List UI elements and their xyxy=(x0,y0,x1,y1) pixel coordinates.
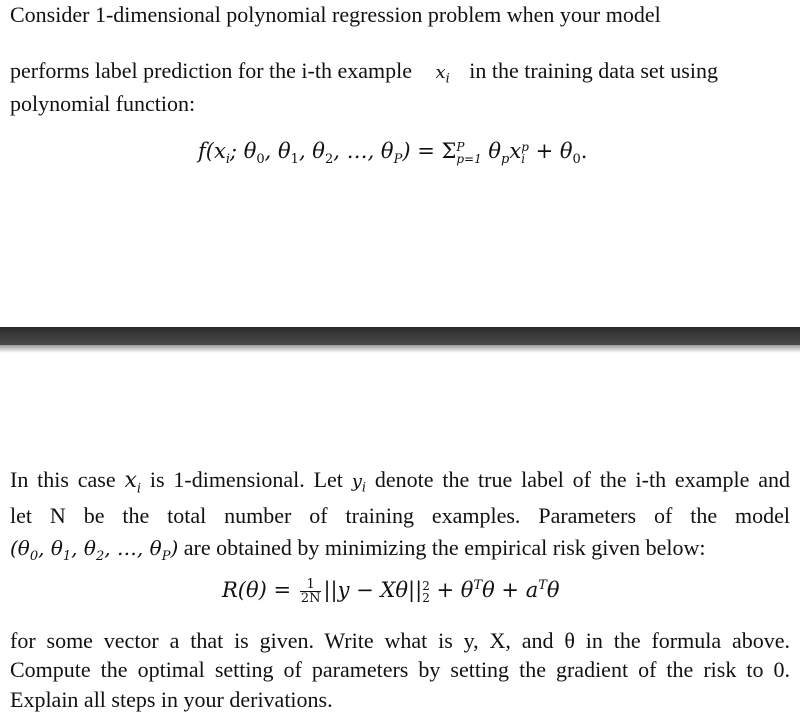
risk-fraction: $\frac{1}{2N}$ xyxy=(300,577,321,606)
polynomial-formula: $f(x_i$; $\theta_0$, $\theta_1$, $\theta_2$, …, $\theta_P) = \Sigma$ P p=1 $\theta_px$ p i + $\theta_0$. xyxy=(198,139,588,168)
intro-line-3: polynomial function: xyxy=(10,91,196,116)
intro-line-2-start: performs label prediction for the i-th example xyxy=(10,58,412,83)
section-divider-shadow xyxy=(0,345,800,353)
intro-line-2 xyxy=(10,58,718,86)
risk-formula: R(θ) = $\frac{1}{2N}$ ||y − Xθ|| 2 2 + $\theta^T\theta + a^T\theta$ xyxy=(222,577,560,606)
intro-line-1: Consider 1-dimensional polynomial regression problem when your model xyxy=(10,2,661,27)
detail-line-6: Explain all steps in your derivations. xyxy=(10,687,333,712)
intro-line-2-end: in the training data set using xyxy=(469,58,718,83)
detail-line-1: In this case $x_i$ is 1-dimensional. Let $y_i$ denote the true label of the i-th example and xyxy=(10,467,791,497)
example-variable: $x_i$ xyxy=(435,62,450,87)
detail-line-4: for some vector a that is given. Write what is y, X, and θ in the formula above. xyxy=(10,628,790,653)
detail-line-3: ($\theta_0$, $\theta_1$, $\theta_2$, …, $\theta_P$) are obtained by minimizing the empirical risk given below: xyxy=(10,535,706,564)
detail-line-2: let N be the total number of training examples. Parameters of the model xyxy=(10,503,790,528)
section-divider xyxy=(0,327,800,345)
detail-line-5: Compute the optimal setting of parameters by setting the gradient of the risk to 0. xyxy=(10,657,790,682)
